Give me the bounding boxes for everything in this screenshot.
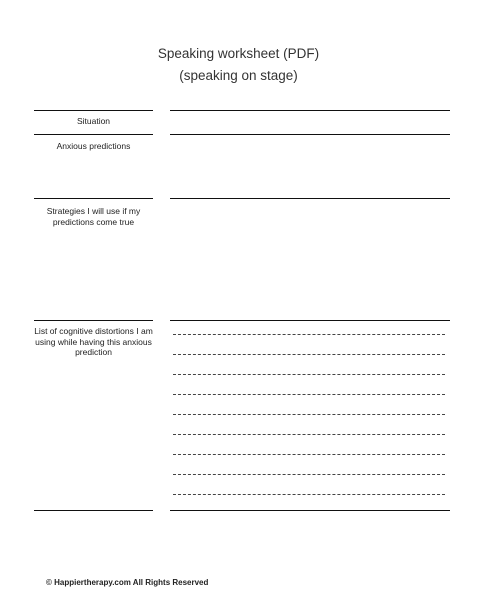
cognitive-distortions-label: List of cognitive distortions I am using while having this anxious prediction: [34, 326, 153, 357]
left-rule: [34, 110, 153, 111]
strategies-label: Strategies I will use if my predictions come true: [46, 206, 141, 227]
worksheet-subtitle: (speaking on stage): [179, 68, 298, 83]
copyright-footer: © Happiertherapy.com All Rights Reserved: [46, 578, 209, 587]
writing-line[interactable]: [173, 394, 445, 395]
situation-label: Situation: [76, 116, 111, 126]
right-rule: [170, 134, 450, 135]
right-rule: [170, 110, 450, 111]
left-rule: [34, 134, 153, 135]
left-rule: [34, 198, 153, 199]
worksheet-title: Speaking worksheet (PDF): [157, 46, 320, 61]
writing-line[interactable]: [173, 494, 445, 495]
writing-line[interactable]: [173, 374, 445, 375]
anxious-predictions-label: Anxious predictions: [56, 141, 131, 151]
left-rule: [34, 320, 153, 321]
writing-line[interactable]: [173, 354, 445, 355]
writing-line[interactable]: [173, 474, 445, 475]
right-rule: [170, 198, 450, 199]
writing-line[interactable]: [173, 434, 445, 435]
left-rule: [34, 510, 153, 511]
right-rule: [170, 510, 450, 511]
writing-line[interactable]: [173, 454, 445, 455]
right-rule: [170, 320, 450, 321]
writing-line[interactable]: [173, 414, 445, 415]
writing-line[interactable]: [173, 334, 445, 335]
